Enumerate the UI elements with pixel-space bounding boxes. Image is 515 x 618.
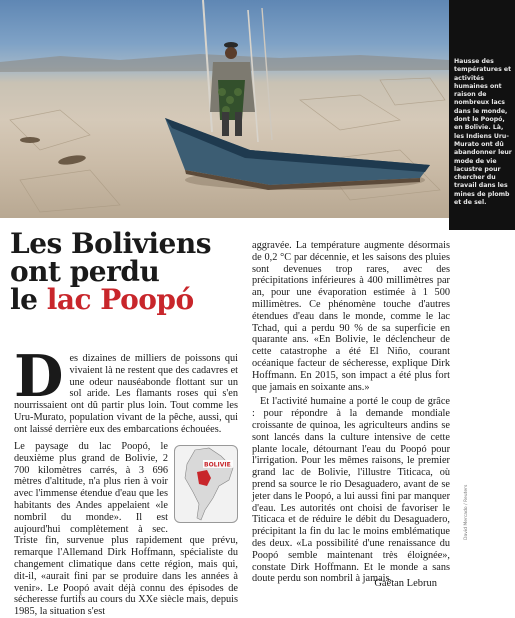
article-body-right	[252, 240, 450, 585]
stranded-boat-illustration	[0, 0, 449, 218]
right-paragraph-1: aggravée. La température augmente désormais de 0,2 °C par décennie, et les saisons des pluies sont devenues trop rares, avec des précipitations inférieures à 400 millimètres par an, pour une évaporation estimée à 1 500 millimètres. Ce phénomène touche d'autres étendues d'eau dans le monde, comme le lac Tchad, qui a perdu 90 % de sa superficie en quarante ans. «En Bolivie, le déclencheur de cette catastrophe a été El Niño, courant océanique facteur de sécheresse, explique Dirk Hoffmann. En 2015, son impact a été plus fort que jamais en soixante ans.»	[252, 240, 450, 393]
author-signature: Gaëtan Lebrun	[374, 578, 437, 589]
bolivia-locator-map	[174, 445, 238, 523]
photo-credit: David Mercado / Reuters	[464, 484, 469, 540]
headline-line-2: ont perdu	[10, 255, 160, 288]
lake-photo	[0, 0, 449, 218]
article-body-left	[14, 441, 238, 618]
intro-text: es dizaines de milliers de poissons qui vivaient là ne restent que des cadavres et une odeur nauséabonde flottant sur un sol aride. Les flamants roses qui s'en nourrissaient ont dû partir plus loin. Tout comme les Uru-Murato, population vivant de la pêche, aussi, qui ont laissé derrière eux des embarcations échouées.	[14, 353, 238, 435]
south-america-map-icon	[175, 446, 237, 522]
headline-accent: lac Poopó	[46, 283, 194, 316]
map-label-bolivia: BOLIVIE	[204, 461, 231, 469]
drop-cap: D	[14, 343, 64, 410]
article-intro	[14, 343, 238, 436]
right-paragraph-2: Et l'activité humaine a porté le coup de grâce : pour répondre à la demande mondiale croissante de quinoa, les agriculteurs andins se sont lancés dans la culture intensive de cette plante locale, détournant l'eau du Poopó pour l'irrigation. Pour les mêmes raisons, le premier grand lac de Bolivie, l'illustre Titicaca, où prend sa source le rio Desaguadero, avant de se jeter dans le Poopó, a lui aussi fini par manquer d'eau. Les autorités ont choisi de favoriser le Titicaca et de réduire le débit du Desaguadero, précipitant la fin du lac le moins emblématique des deux. «La possibilité d'une renaissance du Poopó semble maintenant très éloignée», constate Dirk Hoffmann. Et le monde a sans doute perdu son nombril à jamais.	[252, 396, 450, 585]
article-headline	[10, 227, 240, 316]
body-left-text: Le paysage du lac Poopó, le deuxième plus grand de Bolivie, 2 700 kilomètres carrés, à 3 696 mètres d'altitude, n'a plus rien à voir avec l'immense étendue d'eau que les habitants des Andes appelaient «le nombril du monde». Il est aujourd'hui complètement à sec. Triste fin, survenue plus rapidement que prévu, remarque l'Allemand Dirk Hoffmann, spécialiste du changement climatique dans cette région, mais qui, dit-il, «aurait fini par se produire dans les années à venir». Le Poopó avait déjà connu des épisodes de sécheresse furtifs au cours du XXe siècle mais, depuis 1985, la situation s'est	[14, 441, 238, 618]
headline-line-1: Les Boliviens	[10, 227, 211, 260]
photo-caption: Hausse des températures et activités humaines ont raison de nombreux lacs dans le monde, dont le Poopó, en Bolivie. Là, les Indiens Uru-Murato ont dû abandonner leur mode de vie lacustre pour chercher du travail dans les mines de plomb et de sel.	[454, 58, 512, 207]
headline-line-3: le	[10, 283, 47, 316]
